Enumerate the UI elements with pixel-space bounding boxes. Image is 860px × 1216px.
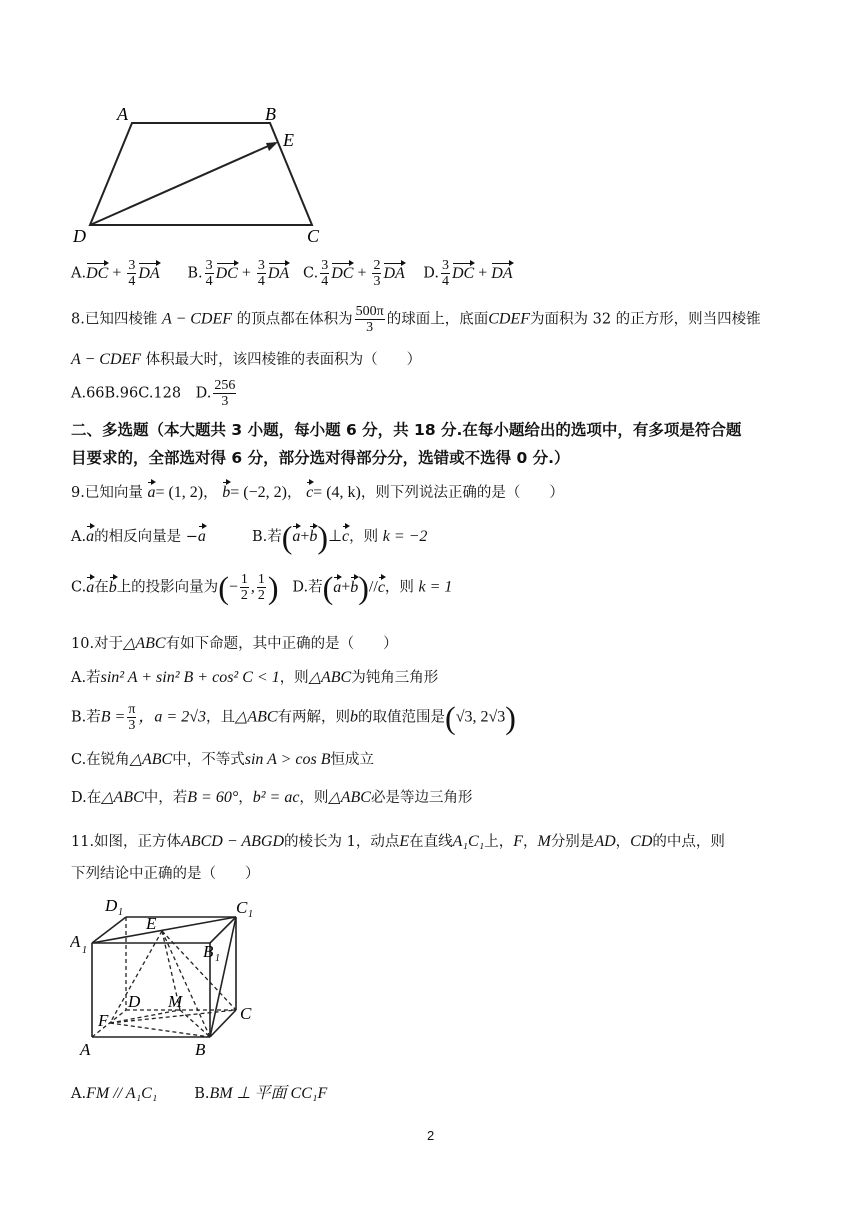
- label-a: A: [117, 104, 128, 124]
- q9-options-cd: C.a在b上的投影向量为(− $\frac{1}{2}$ , $\frac{1}{2}$ ) D.若(a+b)//c，则 k = 1: [71, 569, 453, 606]
- label-f: F: [98, 1011, 109, 1030]
- label-d1: D: [105, 896, 118, 915]
- q11-options: A.FM // A₁C₁ B.BM ⊥ 平面 CC₁F: [71, 1085, 328, 1102]
- label-d: D: [73, 226, 86, 246]
- label-a: A: [80, 1040, 91, 1059]
- q10-opt-a: A.若sin² A + sin² B + cos² C < 1，则△ABC为钝角三角形: [71, 669, 439, 686]
- q8-line2: A − CDEF 体积最大时，该四棱锥的表面积为（ ）: [71, 351, 422, 368]
- q10-opt-c: C.在锐角△ABC中，不等式sin A > cos B恒成立: [71, 751, 374, 768]
- q8-options: A.66B.96C.128 D. $\frac{256}{3}$: [71, 378, 236, 409]
- svg-text:1: 1: [215, 953, 220, 964]
- label-e: E: [146, 914, 157, 933]
- q8-line1: 8.已知四棱锥 A − CDEF 的顶点都在体积为 $\frac{500\pi}{3}$ 的球面上，底面CDEF为面积为 32 的正方形，则当四棱锥: [71, 304, 761, 335]
- trapezoid-figure: [70, 100, 330, 248]
- label-c: C: [240, 1004, 252, 1023]
- label-a1: A: [70, 932, 81, 951]
- label-m: M: [168, 992, 183, 1011]
- q11-line1: 11.如图，正方体ABCD − ABGD的棱长为 1，动点E在直线A₁C₁上，F，M分别是AD，CD的中点，则: [71, 833, 725, 850]
- q7-options: A.DC + $\frac{3}{4}$ DA B. $\frac{3}{4}$ DC + $\frac{3}{4}$ DA C. $\frac{3}{4}$ DC + $\frac{2}{3}$ DA D. $\frac{3}{4}$ DC + DA: [71, 258, 513, 289]
- q10-opt-d: D.在△ABC中，若B = 60°，b² = ac，则△ABC必是等边三角形: [71, 789, 473, 806]
- q9-options-ab: A.a的相反向量是 −a B.若(a+b)⊥c，则 k = −2: [71, 519, 428, 555]
- label-b1: B: [203, 942, 214, 961]
- q10-stem: 10.对于△ABC有如下命题，其中正确的是（ ）: [71, 635, 398, 652]
- label-b: B: [265, 104, 276, 124]
- label-c: C: [307, 226, 320, 246]
- label-d: D: [128, 992, 141, 1011]
- svg-text:1: 1: [82, 945, 87, 956]
- page-number: 2: [427, 1128, 435, 1143]
- q10-opt-b: B.若B = $\frac{\pi}{3}$ ，a = 2√3，且△ABC有两解，则b的取值范围是(√3, 2√3): [71, 699, 516, 736]
- label-b: B: [195, 1040, 206, 1059]
- label-e: E: [283, 130, 294, 150]
- svg-text:1: 1: [118, 907, 123, 918]
- svg-text:1: 1: [248, 909, 253, 920]
- q11-line2: 下列结论中正确的是（ ）: [71, 866, 260, 882]
- q9-stem: 9.已知向量 a= (1, 2)， b= (−2, 2)， c= (4, k)，则下列说法正确的是（ ）: [71, 480, 564, 502]
- section-heading: 二、多选题（本大题共 3 小题，每小题 6 分，共 18 分.在每小题给出的选项中，有多项是符合题 目要求的，全部选对得 6 分，部分选对得部分分，选错或不选得 0 分.）: [71, 421, 742, 467]
- label-c1: C: [236, 898, 248, 917]
- cube-figure: [70, 895, 265, 1060]
